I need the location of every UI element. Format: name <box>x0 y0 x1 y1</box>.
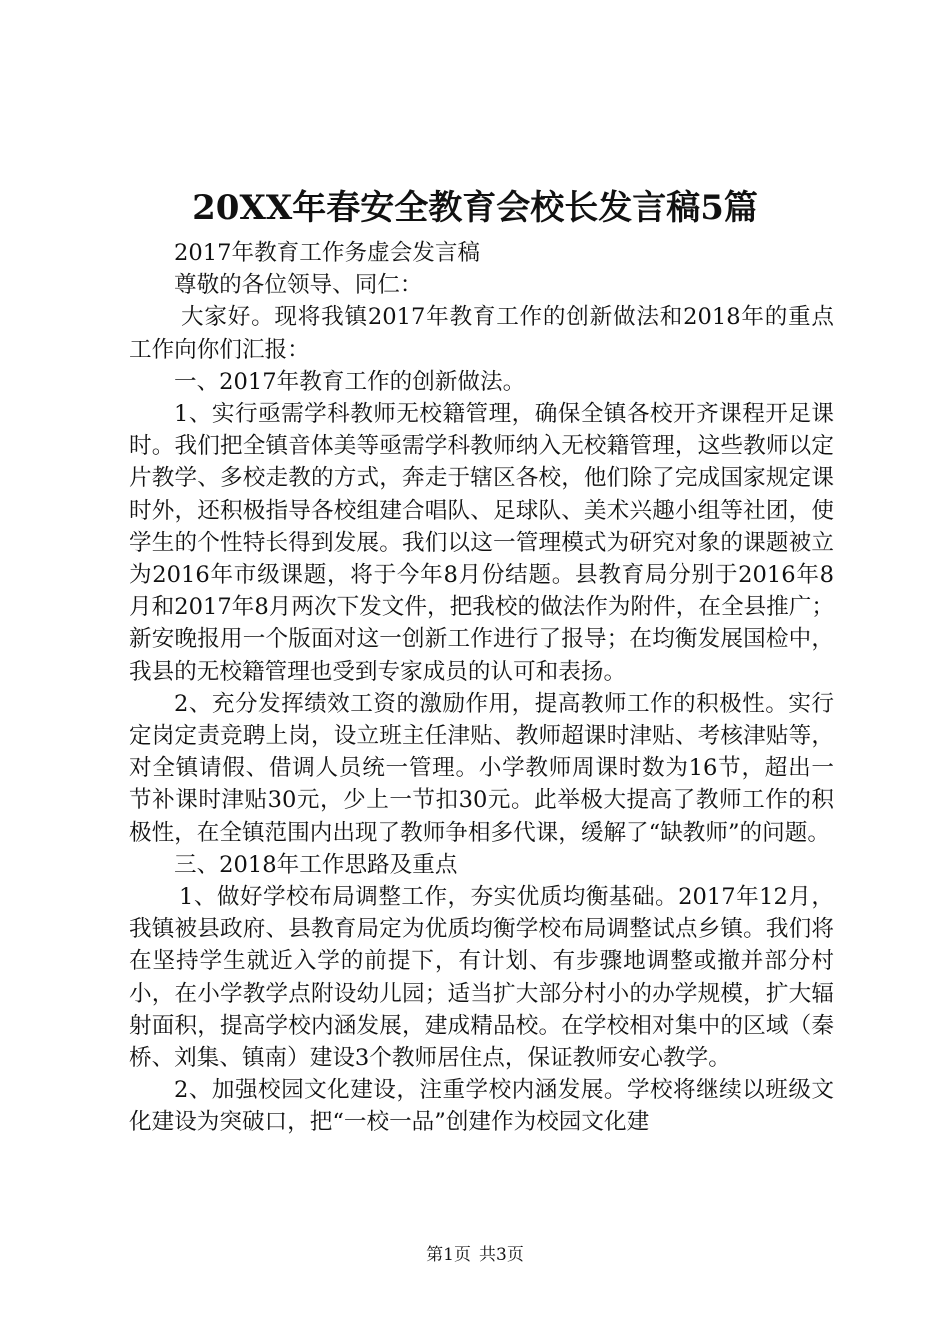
paragraph-item-3-2: 2、加强校园文化建设，注重学校内涵发展。学校将继续以班级文化建设为突破口，把“一校一品”创建作为校园文化建 <box>129 1077 834 1136</box>
page-footer <box>0 1243 950 1267</box>
paragraph-item-1-2: 2、充分发挥绩效工资的激励作用，提高教师工作的积极性。实行定岗定责竞聘上岗，设立班主任津贴、教师超课时津贴、考核津贴等，对全镇请假、借调人员统一管理。小学教师周课时数为16节，超出一节补课时津贴30元，少上一节扣30元。此举极大提高了教师工作的积极性，在全镇范围内出现了教师争相多代课，缓解了“缺教师”的问题。 <box>129 690 834 846</box>
paragraph-greeting: 大家好。现将我镇2017年教育工作的创新做法和2018年的重点工作向你们汇报： <box>129 304 834 363</box>
paragraph-item-3-1: 1、做好学校布局调整工作，夯实优质均衡基础。2017年12月，我镇被县政府、县教育局定为优质均衡学校布局调整试点乡镇。我们将在坚持学生就近入学的前提下，有计划、有步骤地调整或撤并部分村小，在小学教学点附设幼儿园；适当扩大部分村小的办学规模，扩大辐射面积，提高学校内涵发展，建成精品校。在学校相对集中的区域（秦桥、刘集、镇南）建设3个教师居住点，保证教师安心教学。 <box>129 884 834 1072</box>
page-number: 第1页 <box>426 1245 471 1265</box>
paragraph-salutation: 尊敬的各位领导、同仁： <box>174 272 423 299</box>
section-heading-3: 三、2018年工作思路及重点 <box>174 851 458 878</box>
paragraph-item-1-1: 1、实行亟需学科教师无校籍管理，确保全镇各校开齐课程开足课时。我们把全镇音体美等亟需学科教师纳入无校籍管理，这些教师以定片教学、多校走教的方式，奔走于辖区各校，他们除了完成国家规定课时外，还积极指导各校组建合唱队、足球队、美术兴趣小组等社团，使学生的个性特长得到发展。我们以这一管理模式为研究对象的课题被立为2016年市级课题，将于今年8月份结题。县教育局分别于2016年8月和2017年8月两次下发文件，把我校的做法作为附件，在全县推广；新安晚报用一个版面对这一创新工作进行了报导；在均衡发展国检中，我县的无校籍管理也受到专家成员的认可和表扬。 <box>129 401 834 685</box>
page-total: 共3页 <box>479 1245 524 1265</box>
document-body <box>129 237 834 1139</box>
document-title: 20XX年春安全教育会校长发言稿5篇 <box>192 188 758 228</box>
section-heading-1: 一、2017年教育工作的创新做法。 <box>174 368 526 395</box>
paragraph-subtitle: 2017年教育工作务虚会发言稿 <box>174 240 481 266</box>
